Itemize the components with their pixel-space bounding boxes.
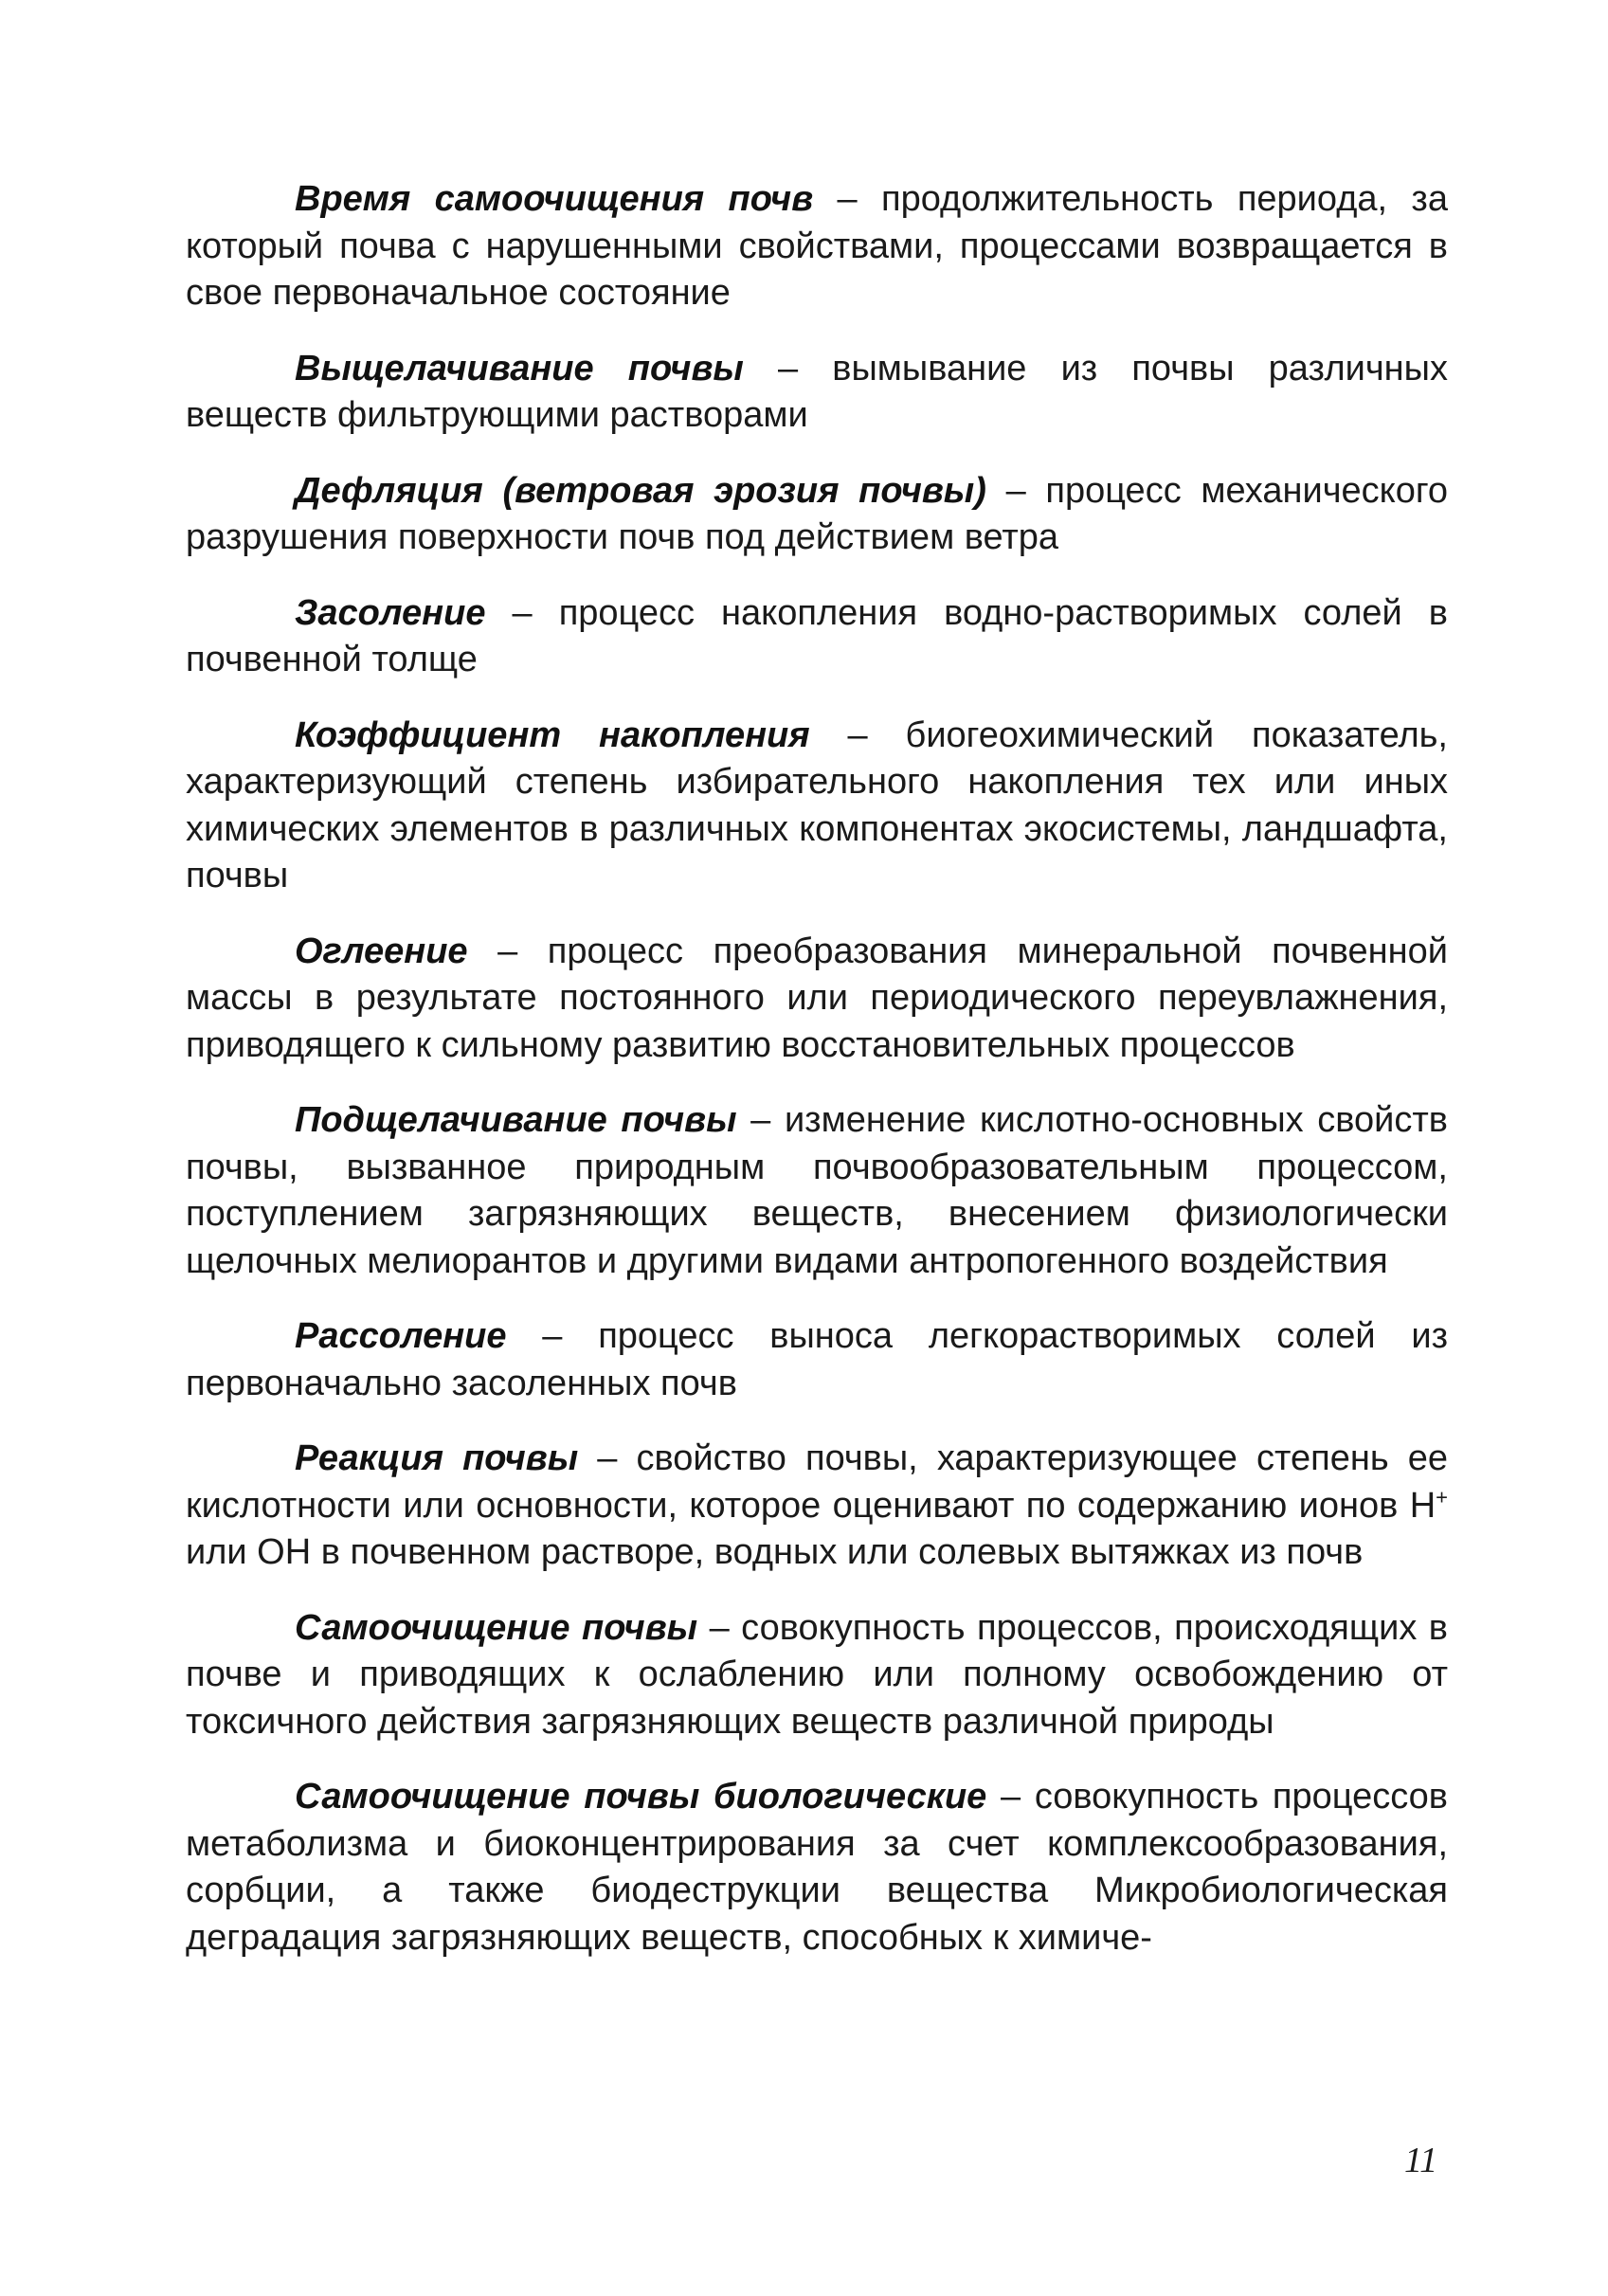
glossary-definition: – продолжительность периода, за который почва с нарушенными свойствами, процессами возвращается в свое первоначальное состояние [186,179,1448,313]
glossary-term: Засоление [295,592,486,633]
glossary-entry [186,1436,1448,1577]
glossary-entry [186,590,1448,684]
glossary-entry [186,713,1448,900]
glossary-entry [186,1774,1448,1962]
glossary-definition: – процесс накопления водно-растворимых солей в почвенной толще [186,592,1448,679]
glossary-entry [186,929,1448,1070]
glossary-body [186,176,1448,1990]
glossary-definition-continued: или ОН в почвенном растворе, водных или солевых вытяжках из почв [186,1532,1364,1572]
glossary-entry [186,346,1448,440]
glossary-entry [186,1313,1448,1407]
glossary-entry [186,176,1448,317]
glossary-definition: – процесс преобразования минеральной почвенной массы в результате постоянного или периодического переувлажнения, приводящего к сильному развитию восстановительных процессов [186,931,1448,1065]
glossary-term: Дефляция (ветровая эрозия почвы) [295,470,986,511]
glossary-entry [186,1097,1448,1285]
glossary-definition: – процесс выноса легкорастворимых солей из первоначально засоленных почв [186,1316,1448,1403]
glossary-definition: – вымывание из почвы различных веществ фильтрующими растворами [186,348,1448,435]
glossary-term: Время самоочищения почв [295,179,814,219]
glossary-term: Подщелачивание почвы [295,1100,737,1140]
glossary-term: Коэффициент накопления [295,714,810,755]
glossary-definition: – совокупность процессов, происходящих в почве и приводящих к ослаблению или полному освобождению от токсичного действия загрязняющих веществ различной природы [186,1607,1448,1742]
glossary-definition: – совокупность процессов метаболизма и биоконцентрирования за счет комплексообразования, сорбции, а также биодеструкции вещества Микробиологическая деградация загрязняющих веществ, способных к химиче- [186,1777,1448,1958]
glossary-term: Оглеение [295,931,468,971]
page-number: 11 [1404,2141,1438,2180]
glossary-entry [186,468,1448,562]
glossary-term: Самоочищение почвы биологические [295,1777,987,1817]
glossary-definition: – биогеохимический показатель, характеризующий степень избирательного накопления тех или иных химических элементов в различных компонентах экосистемы, ландшафта, почвы [186,714,1448,895]
glossary-term: Самоочищение почвы [295,1607,698,1648]
superscript-plus: + [1436,1484,1448,1509]
glossary-entry [186,1605,1448,1746]
glossary-definition: – изменение кислотно-основных свойств почвы, вызванное природным почвообразовательным процессом, поступлением загрязняющих веществ, внесением физиологически щелочных мелиорантов и другими видами антропогенного воздействия [186,1100,1448,1281]
glossary-definition: – свойство почвы, характеризующее степень ее кислотности или основности, которое оценивают по содержанию ионов Н [186,1438,1449,1526]
glossary-term: Выщелачивание почвы [295,348,744,389]
glossary-term: Рассоление [295,1316,507,1356]
glossary-definition: – процесс механического разрушения поверхности почв под действием ветра [186,470,1448,557]
glossary-term: Реакция почвы [295,1438,579,1478]
